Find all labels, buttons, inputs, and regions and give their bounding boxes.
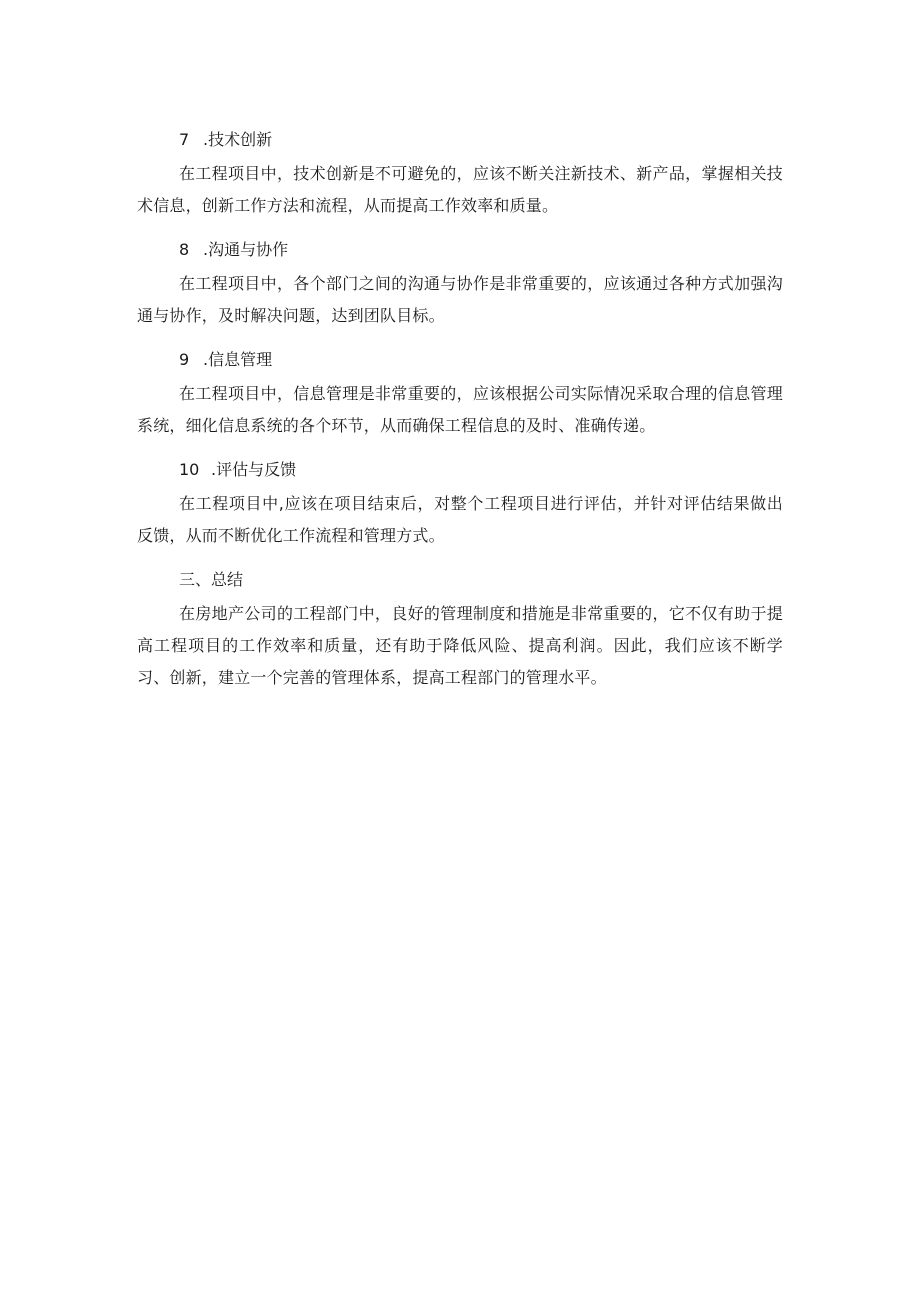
document-body <box>137 126 783 708</box>
section-title: .技术创新 <box>203 130 273 149</box>
section-title: .沟通与协作 <box>203 240 289 259</box>
section-heading <box>137 236 783 264</box>
section-paragraph: 在工程项目中，各个部门之间的沟通与协作是非常重要的，应该通过各种方式加强沟通与协作，及时解决问题，达到团队目标。 <box>137 274 783 325</box>
summary-section <box>137 566 783 694</box>
section-10 <box>137 456 783 552</box>
summary-heading: 三、总结 <box>179 570 244 589</box>
section-number: 7 <box>179 130 190 149</box>
section-number: 9 <box>179 350 190 369</box>
section-paragraph: 在工程项目中，信息管理是非常重要的，应该根据公司实际情况采取合理的信息管理系统，细化信息系统的各个环节，从而确保工程信息的及时、准确传递。 <box>137 384 783 435</box>
section-title: .评估与反馈 <box>211 460 297 479</box>
section-title: .信息管理 <box>203 350 273 369</box>
section-heading <box>137 126 783 154</box>
summary-paragraph: 在房地产公司的工程部门中，良好的管理制度和措施是非常重要的，它不仅有助于提高工程项目的工作效率和质量，还有助于降低风险、提高利润。因此，我们应该不断学习、创新，建立一个完善的管理体系，提高工程部门的管理水平。 <box>137 604 783 687</box>
section-number: 8 <box>179 240 190 259</box>
section-paragraph: 在工程项目中,应该在项目结束后，对整个工程项目进行评估，并针对评估结果做出反馈，从而不断优化工作流程和管理方式。 <box>137 494 783 545</box>
section-heading <box>137 456 783 484</box>
section-9 <box>137 346 783 442</box>
section-8 <box>137 236 783 332</box>
section-heading <box>137 346 783 374</box>
section-number: 10 <box>179 460 200 479</box>
section-7 <box>137 126 783 222</box>
section-paragraph: 在工程项目中，技术创新是不可避免的，应该不断关注新技术、新产品，掌握相关技术信息，创新工作方法和流程，从而提高工作效率和质量。 <box>137 164 783 215</box>
